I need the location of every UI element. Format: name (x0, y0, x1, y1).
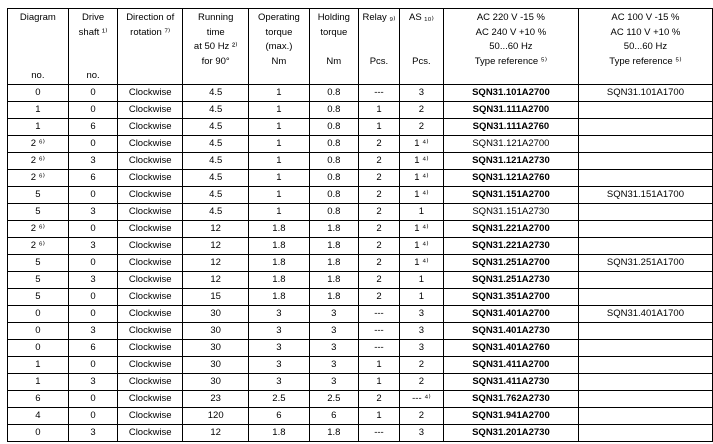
cell-as: 1 ⁴⁾ (399, 186, 443, 203)
cell-time: 30 (183, 305, 249, 322)
cell-diagram: 6 (8, 390, 69, 407)
cell-as: 3 (399, 424, 443, 441)
table-row (8, 152, 713, 169)
cell-ref100 (578, 169, 712, 186)
cell-direction: Clockwise (118, 339, 183, 356)
cell-ref230: SQN31.251A2700 (443, 254, 578, 271)
header-as (399, 9, 443, 85)
header-line: Relay ₉₎ (362, 12, 396, 23)
cell-ref100 (578, 271, 712, 288)
table-header (8, 9, 713, 85)
cell-hold: 1.8 (309, 220, 359, 237)
cell-op: 3 (249, 305, 309, 322)
cell-as: 3 (399, 305, 443, 322)
cell-drive: 6 (68, 118, 118, 135)
cell-direction: Clockwise (118, 220, 183, 237)
cell-diagram: 1 (8, 101, 69, 118)
cell-relay: 2 (359, 390, 400, 407)
header-line (582, 69, 709, 84)
cell-hold: 3 (309, 305, 359, 322)
cell-hold: 3 (309, 356, 359, 373)
header-line: Type reference ⁵⁾ (609, 55, 682, 67)
cell-diagram: 5 (8, 271, 69, 288)
cell-time: 12 (183, 220, 249, 237)
table-row (8, 305, 713, 322)
cell-as: 1 (399, 271, 443, 288)
cell-ref230: SQN31.121A2760 (443, 169, 578, 186)
cell-time: 12 (183, 237, 249, 254)
cell-hold: 3 (309, 339, 359, 356)
header-line: rotation ⁷⁾ (130, 26, 171, 38)
cell-as: 1 ⁴⁾ (399, 152, 443, 169)
header-line: AC 100 V -15 % (611, 12, 680, 23)
table-body (8, 84, 713, 441)
cell-op: 1 (249, 118, 309, 135)
cell-ref100 (578, 322, 712, 339)
cell-as: 1 (399, 203, 443, 220)
cell-hold: 0.8 (309, 152, 359, 169)
table-row (8, 84, 713, 101)
cell-direction: Clockwise (118, 101, 183, 118)
cell-time: 4.5 (183, 101, 249, 118)
cell-hold: 3 (309, 373, 359, 390)
header-line: Nm (326, 55, 342, 67)
cell-direction: Clockwise (118, 322, 183, 339)
cell-as: 3 (399, 339, 443, 356)
cell-op: 3 (249, 322, 309, 339)
header-line: AC 110 V +10 % (610, 26, 681, 38)
header-line: Operating (258, 12, 300, 23)
cell-drive: 3 (68, 271, 118, 288)
cell-drive: 3 (68, 373, 118, 390)
table-row (8, 101, 713, 118)
cell-op: 6 (249, 407, 309, 424)
header-line (447, 69, 575, 84)
cell-as: 1 ⁴⁾ (399, 169, 443, 186)
header-line: AS ₁₀₎ (409, 12, 434, 23)
cell-op: 1.8 (249, 288, 309, 305)
cell-op: 3 (249, 356, 309, 373)
cell-time: 12 (183, 254, 249, 271)
cell-ref230: SQN31.101A2700 (443, 84, 578, 101)
cell-as: 3 (399, 84, 443, 101)
spec-table-container (7, 8, 713, 442)
cell-relay: --- (359, 84, 400, 101)
cell-time: 4.5 (183, 118, 249, 135)
cell-as: 2 (399, 356, 443, 373)
header-line (403, 40, 440, 55)
cell-time: 12 (183, 271, 249, 288)
cell-direction: Clockwise (118, 373, 183, 390)
cell-ref100 (578, 424, 712, 441)
header-line: 50...60 Hz (489, 41, 533, 52)
cell-diagram: 2 ⁶⁾ (8, 152, 69, 169)
cell-direction: Clockwise (118, 169, 183, 186)
cell-ref230: SQN31.401A2700 (443, 305, 578, 322)
cell-relay: 2 (359, 203, 400, 220)
cell-ref230: SQN31.762A2730 (443, 390, 578, 407)
cell-relay: 2 (359, 169, 400, 186)
header-direction (118, 9, 183, 85)
cell-diagram: 2 ⁶⁾ (8, 237, 69, 254)
cell-relay: 1 (359, 356, 400, 373)
cell-diagram: 2 ⁶⁾ (8, 169, 69, 186)
table-row (8, 407, 713, 424)
cell-drive: 0 (68, 220, 118, 237)
cell-relay: 2 (359, 186, 400, 203)
cell-op: 1.8 (249, 271, 309, 288)
cell-diagram: 4 (8, 407, 69, 424)
cell-ref230: SQN31.221A2730 (443, 237, 578, 254)
header-line: no. (86, 70, 100, 81)
cell-ref230: SQN31.151A2700 (443, 186, 578, 203)
cell-as: 1 ⁴⁾ (399, 237, 443, 254)
cell-ref100 (578, 152, 712, 169)
cell-op: 1 (249, 84, 309, 101)
header-line: at 50 Hz ²⁾ (193, 41, 238, 52)
cell-ref230: SQN31.941A2700 (443, 407, 578, 424)
cell-ref100 (578, 356, 712, 373)
header-ac100 (578, 9, 712, 85)
table-row (8, 203, 713, 220)
header-line (11, 40, 65, 55)
cell-drive: 0 (68, 186, 118, 203)
cell-as: 2 (399, 373, 443, 390)
cell-diagram: 0 (8, 424, 69, 441)
cell-time: 23 (183, 390, 249, 407)
cell-hold: 2.5 (309, 390, 359, 407)
header-line: Drive (81, 12, 105, 23)
cell-diagram: 0 (8, 84, 69, 101)
table-row (8, 237, 713, 254)
cell-time: 30 (183, 322, 249, 339)
cell-drive: 0 (68, 101, 118, 118)
cell-relay: 2 (359, 254, 400, 271)
header-line (313, 69, 356, 84)
header-line: Running (197, 12, 234, 23)
header-row (8, 9, 713, 85)
cell-ref230: SQN31.121A2730 (443, 152, 578, 169)
header-line: 50...60 Hz (623, 41, 668, 52)
cell-time: 12 (183, 424, 249, 441)
cell-ref100 (578, 220, 712, 237)
cell-drive: 3 (68, 203, 118, 220)
header-line: torque (265, 26, 293, 38)
cell-hold: 0.8 (309, 84, 359, 101)
table-row (8, 118, 713, 135)
header-drive (68, 9, 118, 85)
header-line (72, 55, 115, 70)
cell-as: 1 ⁴⁾ (399, 135, 443, 152)
cell-direction: Clockwise (118, 271, 183, 288)
cell-relay: 1 (359, 373, 400, 390)
cell-relay: --- (359, 424, 400, 441)
cell-time: 30 (183, 356, 249, 373)
cell-drive: 6 (68, 339, 118, 356)
cell-relay: 1 (359, 118, 400, 135)
cell-hold: 0.8 (309, 169, 359, 186)
header-line (11, 55, 65, 70)
spec-table (7, 8, 713, 442)
table-row (8, 169, 713, 186)
cell-ref230: SQN31.411A2700 (443, 356, 578, 373)
cell-as: 1 (399, 288, 443, 305)
header-running (183, 9, 249, 85)
cell-diagram: 0 (8, 305, 69, 322)
cell-direction: Clockwise (118, 288, 183, 305)
table-row (8, 254, 713, 271)
cell-drive: 0 (68, 305, 118, 322)
cell-drive: 0 (68, 356, 118, 373)
cell-time: 4.5 (183, 152, 249, 169)
cell-hold: 0.8 (309, 135, 359, 152)
table-row (8, 220, 713, 237)
cell-direction: Clockwise (118, 203, 183, 220)
cell-ref100 (578, 118, 712, 135)
cell-op: 1.8 (249, 254, 309, 271)
cell-op: 1 (249, 152, 309, 169)
cell-drive: 0 (68, 390, 118, 407)
cell-drive: 6 (68, 169, 118, 186)
cell-relay: 2 (359, 135, 400, 152)
cell-direction: Clockwise (118, 186, 183, 203)
cell-ref100 (578, 203, 712, 220)
cell-ref100 (578, 237, 712, 254)
header-line (403, 69, 440, 84)
cell-hold: 0.8 (309, 186, 359, 203)
cell-ref230: SQN31.351A2700 (443, 288, 578, 305)
header-line: Direction of (126, 12, 175, 23)
header-line (72, 40, 115, 55)
cell-op: 1.8 (249, 220, 309, 237)
header-line (362, 69, 396, 84)
cell-ref100 (578, 135, 712, 152)
cell-as: --- ⁴⁾ (399, 390, 443, 407)
cell-direction: Clockwise (118, 135, 183, 152)
cell-diagram: 5 (8, 186, 69, 203)
cell-diagram: 1 (8, 373, 69, 390)
header-line: Pcs. (412, 55, 431, 67)
header-line: for 90° (201, 55, 230, 67)
cell-op: 1.8 (249, 237, 309, 254)
table-row (8, 373, 713, 390)
cell-as: 3 (399, 322, 443, 339)
header-diagram (8, 9, 69, 85)
cell-direction: Clockwise (118, 118, 183, 135)
cell-ref100 (578, 407, 712, 424)
cell-drive: 3 (68, 152, 118, 169)
cell-ref100 (578, 288, 712, 305)
cell-ref100 (578, 373, 712, 390)
cell-relay: 2 (359, 237, 400, 254)
header-line: time (206, 26, 225, 38)
cell-as: 2 (399, 118, 443, 135)
header-line: shaft ¹⁾ (78, 26, 108, 38)
cell-drive: 0 (68, 84, 118, 101)
cell-direction: Clockwise (118, 407, 183, 424)
cell-drive: 3 (68, 237, 118, 254)
cell-relay: 2 (359, 288, 400, 305)
cell-hold: 1.8 (309, 271, 359, 288)
cell-op: 1 (249, 169, 309, 186)
cell-ref100 (578, 339, 712, 356)
cell-hold: 6 (309, 407, 359, 424)
cell-as: 2 (399, 407, 443, 424)
cell-drive: 0 (68, 288, 118, 305)
cell-ref230: SQN31.221A2700 (443, 220, 578, 237)
cell-relay: --- (359, 322, 400, 339)
cell-time: 4.5 (183, 169, 249, 186)
header-line: Pcs. (369, 55, 389, 67)
cell-ref230: SQN31.401A2760 (443, 339, 578, 356)
cell-op: 1 (249, 135, 309, 152)
table-row (8, 322, 713, 339)
table-row (8, 271, 713, 288)
cell-ref100: SQN31.151A1700 (578, 186, 712, 203)
cell-drive: 0 (68, 135, 118, 152)
cell-relay: --- (359, 339, 400, 356)
cell-direction: Clockwise (118, 152, 183, 169)
cell-time: 15 (183, 288, 249, 305)
cell-relay: 2 (359, 220, 400, 237)
header-line: Holding (317, 12, 350, 23)
header-line (362, 40, 396, 55)
cell-relay: 2 (359, 271, 400, 288)
cell-ref230: SQN31.411A2730 (443, 373, 578, 390)
cell-ref230: SQN31.111A2760 (443, 118, 578, 135)
cell-diagram: 1 (8, 356, 69, 373)
cell-direction: Clockwise (118, 356, 183, 373)
header-line (11, 26, 65, 41)
header-line: AC 240 V +10 % (475, 26, 547, 38)
cell-ref230: SQN31.111A2700 (443, 101, 578, 118)
header-line: (max.) (265, 41, 293, 52)
cell-diagram: 2 ⁶⁾ (8, 135, 69, 152)
cell-op: 3 (249, 339, 309, 356)
cell-direction: Clockwise (118, 254, 183, 271)
cell-op: 1.8 (249, 424, 309, 441)
cell-diagram: 5 (8, 203, 69, 220)
cell-diagram: 5 (8, 254, 69, 271)
cell-diagram: 1 (8, 118, 69, 135)
header-line (403, 26, 440, 41)
cell-op: 1 (249, 186, 309, 203)
cell-hold: 0.8 (309, 203, 359, 220)
cell-diagram: 0 (8, 322, 69, 339)
header-line: torque (320, 26, 348, 38)
cell-as: 1 ⁴⁾ (399, 220, 443, 237)
cell-diagram: 0 (8, 339, 69, 356)
cell-relay: 2 (359, 152, 400, 169)
cell-ref230: SQN31.251A2730 (443, 271, 578, 288)
cell-drive: 3 (68, 322, 118, 339)
cell-drive: 3 (68, 424, 118, 441)
table-row (8, 339, 713, 356)
cell-ref100: SQN31.101A1700 (578, 84, 712, 101)
cell-op: 2.5 (249, 390, 309, 407)
cell-drive: 0 (68, 254, 118, 271)
cell-direction: Clockwise (118, 84, 183, 101)
cell-ref230: SQN31.201A2730 (443, 424, 578, 441)
cell-time: 120 (183, 407, 249, 424)
cell-hold: 1.8 (309, 237, 359, 254)
cell-ref100: SQN31.251A1700 (578, 254, 712, 271)
cell-direction: Clockwise (118, 390, 183, 407)
cell-hold: 1.8 (309, 254, 359, 271)
cell-time: 4.5 (183, 203, 249, 220)
cell-op: 1 (249, 203, 309, 220)
header-line (362, 26, 396, 41)
cell-ref100: SQN31.401A1700 (578, 305, 712, 322)
table-row (8, 356, 713, 373)
table-row (8, 186, 713, 203)
cell-ref100 (578, 101, 712, 118)
cell-hold: 3 (309, 322, 359, 339)
cell-time: 30 (183, 373, 249, 390)
cell-as: 2 (399, 101, 443, 118)
cell-relay: 1 (359, 101, 400, 118)
cell-relay: 1 (359, 407, 400, 424)
cell-hold: 0.8 (309, 118, 359, 135)
cell-drive: 0 (68, 407, 118, 424)
cell-op: 3 (249, 373, 309, 390)
header-line (121, 69, 179, 84)
cell-ref230: SQN31.151A2730 (443, 203, 578, 220)
header-line: Diagram (19, 12, 56, 23)
cell-hold: 1.8 (309, 288, 359, 305)
cell-as: 1 ⁴⁾ (399, 254, 443, 271)
header-line: Nm (271, 55, 287, 67)
header-line (121, 55, 179, 70)
cell-op: 1 (249, 101, 309, 118)
cell-ref230: SQN31.401A2730 (443, 322, 578, 339)
cell-relay: --- (359, 305, 400, 322)
cell-hold: 1.8 (309, 424, 359, 441)
header-line: Type reference ⁵⁾ (474, 55, 548, 67)
header-line: no. (31, 70, 45, 81)
cell-diagram: 5 (8, 288, 69, 305)
table-row (8, 288, 713, 305)
header-line (252, 69, 305, 84)
table-row (8, 135, 713, 152)
cell-direction: Clockwise (118, 424, 183, 441)
header-operating (249, 9, 309, 85)
cell-direction: Clockwise (118, 305, 183, 322)
header-relay (359, 9, 400, 85)
cell-time: 4.5 (183, 186, 249, 203)
cell-hold: 0.8 (309, 101, 359, 118)
cell-ref100 (578, 390, 712, 407)
cell-diagram: 2 ⁶⁾ (8, 220, 69, 237)
header-holding (309, 9, 359, 85)
cell-time: 30 (183, 339, 249, 356)
cell-time: 4.5 (183, 84, 249, 101)
header-line: AC 220 V -15 % (476, 12, 545, 23)
header-line (121, 40, 179, 55)
header-line (186, 69, 245, 84)
header-line (313, 40, 356, 55)
cell-ref230: SQN31.121A2700 (443, 135, 578, 152)
cell-direction: Clockwise (118, 237, 183, 254)
cell-time: 4.5 (183, 135, 249, 152)
header-ac230 (443, 9, 578, 85)
table-row (8, 424, 713, 441)
table-row (8, 390, 713, 407)
